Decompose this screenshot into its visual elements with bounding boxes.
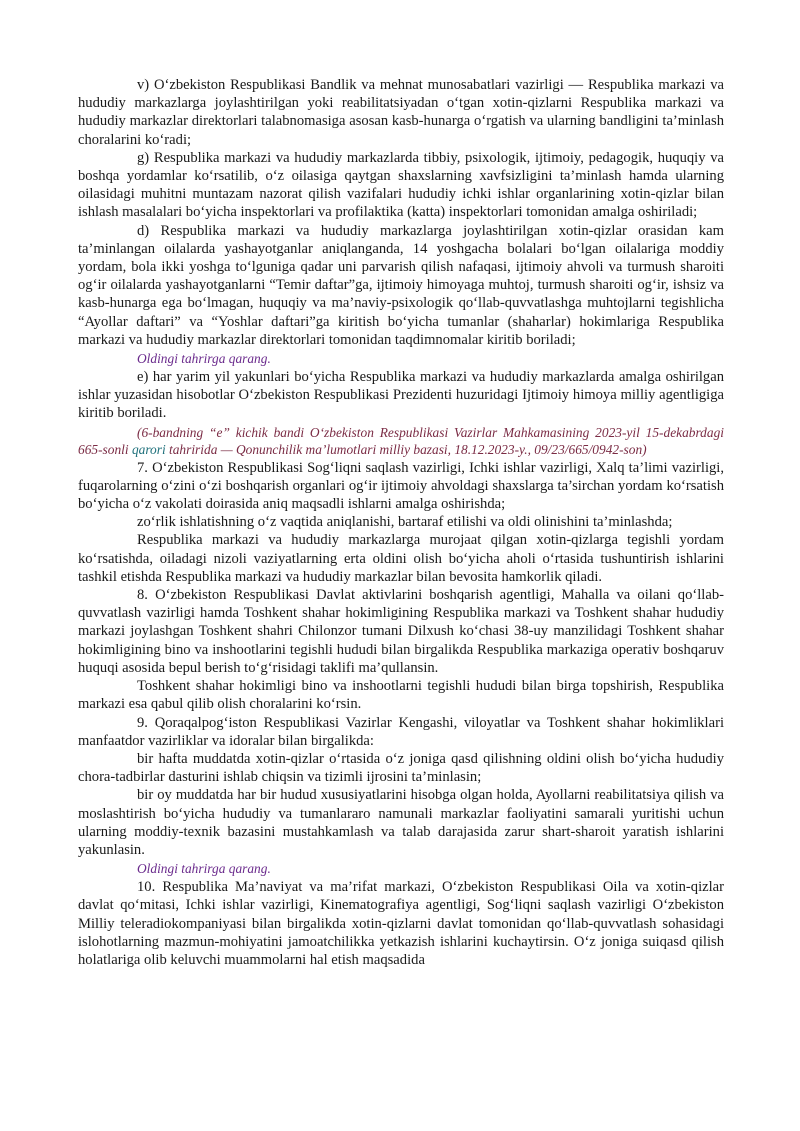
paragraph-7-item-2: Respublika markazi va hududiy markazlarga murojaat qilgan xotin-qizlarga tegishli yordam ko‘rsatishda, oiladagi nizoli vaziyatlarning erta oldini olish bo‘yicha aholi o‘rtasida tushuntirish ishlarini tashkil etishda Respublika markazi va hududiy markazlar bilan bevosita hamkorlik qiladi. xyxy=(78,532,724,585)
resolution-link[interactable]: qarori xyxy=(131,441,166,457)
paragraph-6v: v) O‘zbekiston Respublikasi Bandlik va mehnat munosabatlari vazirligi — Respublika markazi va hududiy markazlarga joylashtirilgan yoki reabilitatsiyadan o‘tgan xotin-qizlarni Respublika markazi va hududiy markazlar direktorlari talabnomasiga asosan kasb-hunarga o‘rgatish va ularning bandligini ta’minlash choralarini ko‘radi; xyxy=(78,77,724,148)
paragraph-6e: e) har yarim yil yakunlari bo‘yicha Respublika markazi va hududiy markazlarda amalga oshirilgan ishlar yuzasidan hisobotlar O‘zbekiston Respublikasi Prezidenti huzuridagi Ijtimoiy himoya milliy agentligiga kiritib boriladi. xyxy=(78,369,724,422)
paragraph-9-item-2: bir oy muddatda har bir hudud xususiyatlarini hisobga olgan holda, Ayollarni reabilitatsiya qilish va moslashtirish bo‘yicha hududiy va tumanlararo namunali markazlar faoliyatini samarali yuritishi uchun ularning moddiy-texnik bazasini mustahkamlash va talab darajasida zarur shart-sharoit yaratish ishlarini yakunlasin. xyxy=(78,787,724,858)
paragraph-7-item-1: zo‘rlik ishlatishning o‘z vaqtida aniqlanishi, bartaraf etilishi va oldi olinishini ta’minlashda; xyxy=(137,514,673,531)
paragraph-8-continuation: Toshkent shahar hokimligi bino va inshootlarni tegishli hududi bilan birga topshirish, Respublika markazi esa qabul qilib olish choralarini ko‘rsin. xyxy=(78,678,724,713)
paragraph-6g: g) Respublika markazi va hududiy markazlarda tibbiy, psixologik, ijtimoiy, pedagogik, huquqiy va boshqa yordamlar ko‘rsatilib, o‘z oilasiga qaytgan shaxslarning xavfsizligini ta’minlash hamda ularning oilasidagi muhitni muntazam nazorat qilish vazifalari hududiy ichki ishlar organlarining xotin-qizlar bilan ishlash masalalari bo‘yicha inspektorlari va profilaktika (katta) inspektorlari tomonidan amalga oshiriladi; xyxy=(78,149,724,221)
previous-edition-note xyxy=(78,350,724,367)
paragraph-9-item-1: bir hafta muddatda xotin-qizlar o‘rtasida o‘z joniga qasd qilishning oldini olish bo‘yicha hududiy chora-tadbirlar dasturini ishlab chiqsin va tizimli ijrosini ta’minlasin; xyxy=(78,750,724,786)
previous-edition-link[interactable]: Oldingi tahrirga qarang. xyxy=(137,351,271,367)
document-page xyxy=(78,76,724,969)
amendment-note-text-before: (6-bandning “e” kichik bandi O‘zbekiston Respublikasi Vazirlar Mahkamasining 2023-yil 15-dekabrdagi 665-sonli xyxy=(78,424,724,457)
paragraph-6d: d) Respublika markazi va hududiy markazlarga joylashtirilgan xotin-qizlar orasidan kam ta’minlangan oilalarda yashayotganlar aniqlanganda, 14 yoshgacha bolalari bo‘lgan oilalariga moddiy yordam, bola ikki yoshga to‘lguniga qadar uni parvarish qilish nafaqasi, ijtimoiy ahvoli va turmush sharoiti og‘ir oilalarda yashayotganlarni “Temir daftar”ga, ijtimoiy himoyaga muhtoj, turmush sharoiti og‘ir, ishsiz va kasb-hunarga ega bo‘lmagan, huquqiy va ma’naviy-psixologik qo‘llab-quvvatlashga muhtojlarni tegishlicha “Ayollar daftari” va “Yoshlar daftari”ga kiritish bo‘yicha tumanlar (shaharlar) hokimlariga Respublika markazi va hududiy markazlar direktorlari tomonidan taqdimnomalar kiritib boriladi; xyxy=(78,222,724,348)
paragraph-8: 8. O‘zbekiston Respublikasi Davlat aktivlarini boshqarish agentligi, Mahalla va oilani qo‘llab-quvvatlash vazirligi hamda Toshkent shahar hokimligining Respublika markazi va Toshkent shahar hududiy markazi joylashgan Toshkent shahri Chilonzor tumani Dilxush ko‘chasi 38-uy manzilidagi Toshkent shahar hokimligining bino va inshootlarini tegishli hududi bilan birgalikda Respublika markaziga operativ boshqaruv huquqi asosida bepul berish to‘g‘risidagi taklifi ma’qullansin. xyxy=(78,587,724,676)
paragraph-9: 9. Qoraqalpog‘iston Respublikasi Vazirlar Kengashi, viloyatlar va Toshkent shahar hokimliklari manfaatdor vazirliklar va idoralar bilan birgalikda: xyxy=(78,714,724,749)
paragraph-7: 7. O‘zbekiston Respublikasi Sog‘liqni saqlash vazirligi, Ichki ishlar vazirligi, Xalq ta’limi vazirligi, fuqarolarning o‘zini o‘zi boshqarish organlari og‘ir ijtimoiy ahvoldagi shaxslarga ta’sirchan yordam ko‘rsatish bo‘yicha o‘z vakolati doirasida aniq maqsadli ishlarni amalga oshirishda; xyxy=(78,459,724,513)
paragraph-10: 10. Respublika Ma’naviyat va ma’rifat markazi, O‘zbekiston Respublikasi Oila va xotin-qizlar davlat qo‘mitasi, Ichki ishlar vazirligi, Kinematografiya agentligi, Sog‘liqni saqlash vazirligi O‘zbekiston Milliy teleradiokompaniyasi bilan birgalikda xotin-qizlarni davlat tomonidan qo‘llab-quvvatlash sohasidagi islohotlarning mazmun-mohiyatini jamoatchilikka yetkazish ishlarini kuchaytirsin. O‘z joniga suiqasd qilish holatlariga olib keluvchi muammolarni hal etish maqsadida xyxy=(78,879,724,968)
previous-edition-note xyxy=(78,860,724,877)
amendment-note xyxy=(78,424,724,458)
amendment-note-text-after: tahririda — Qonunchilik ma’lumotlari milliy bazasi, 18.12.2023-y., 09/23/665/0942-son) xyxy=(165,441,647,457)
previous-edition-link[interactable]: Oldingi tahrirga qarang. xyxy=(137,861,271,877)
